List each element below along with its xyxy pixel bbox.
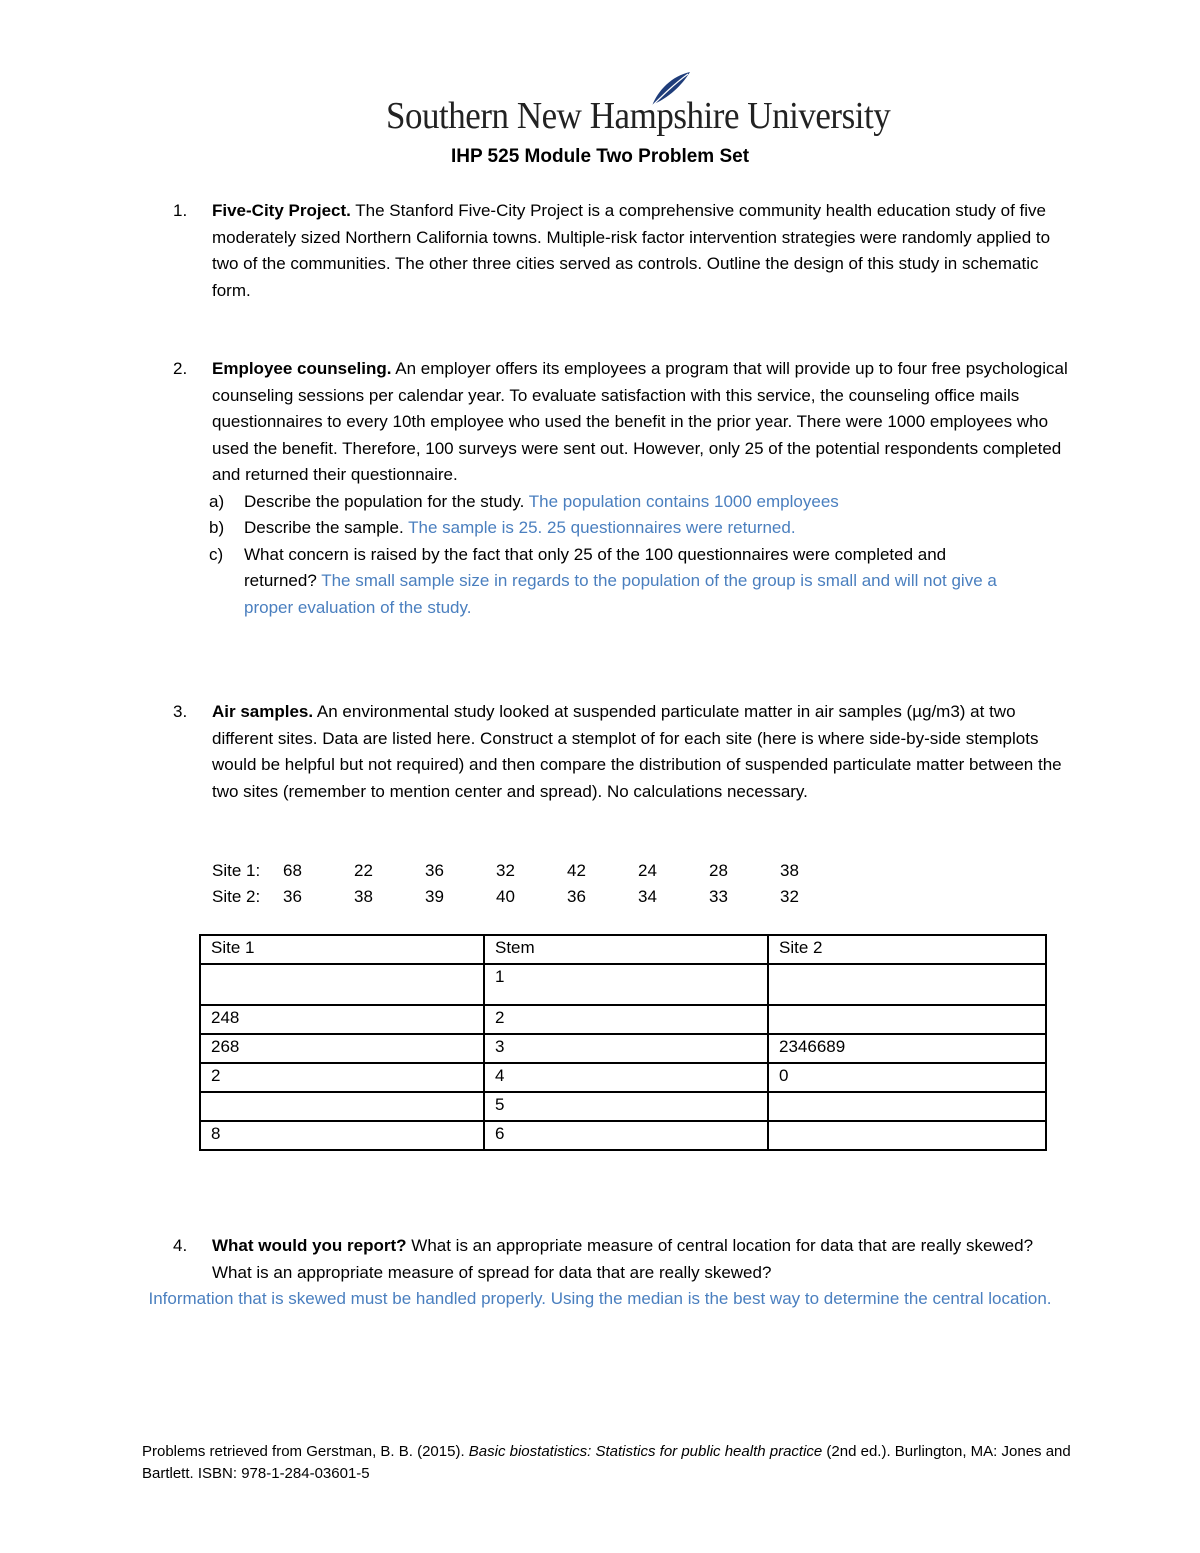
sub-question-c bbox=[173, 542, 1073, 622]
table-row bbox=[200, 1092, 1046, 1121]
question-heading: What would you report? bbox=[212, 1236, 407, 1255]
citation-footer bbox=[142, 1441, 1072, 1485]
table-cell: 268 bbox=[200, 1034, 484, 1063]
table-header: Site 1 bbox=[200, 935, 484, 964]
answer-text: The population contains 1000 employees bbox=[524, 491, 839, 511]
table-cell: 0 bbox=[768, 1063, 1046, 1092]
sub-question-label: a) bbox=[209, 491, 225, 511]
table-cell: 248 bbox=[200, 1005, 484, 1034]
table-cell: 5 bbox=[484, 1092, 768, 1121]
answer-text: The small sample size in regards to the population of the group is small and will not give a proper evaluation of the study. bbox=[244, 571, 997, 617]
question-4 bbox=[173, 1233, 1073, 1286]
data-value: 22 bbox=[354, 861, 373, 880]
table-cell: 4 bbox=[484, 1063, 768, 1092]
sub-question-a bbox=[173, 489, 1073, 516]
data-value: 32 bbox=[780, 887, 799, 906]
sub-question-label: c) bbox=[209, 544, 224, 564]
table-row bbox=[200, 1034, 1046, 1063]
question-number: 2. bbox=[173, 359, 188, 378]
table-header-row bbox=[200, 935, 1046, 964]
answer-text: The sample is 25. 25 questionnaires were returned. bbox=[403, 518, 796, 537]
sub-question-label: b) bbox=[209, 518, 225, 537]
citation-text: (2nd ed.). Burlington, MA: Jones and Bartlett. ISBN: 978-1-284-03601-5 bbox=[142, 1443, 1071, 1482]
question-text: The Stanford Five-City Project is a comprehensive community health education study of five moderately sized Northern California towns. Multiple-risk factor intervention strategies were randomly applied to two of the communities. The other three cities served as controls. Outline the design of this study in schematic form. bbox=[212, 201, 1051, 300]
sub-question-text: Describe the population for the study. bbox=[244, 491, 525, 511]
data-value: 38 bbox=[780, 861, 799, 880]
table-cell bbox=[200, 1092, 484, 1121]
table-cell bbox=[768, 1005, 1046, 1034]
question-heading: Employee counseling. bbox=[212, 359, 392, 378]
table-cell: 8 bbox=[200, 1121, 484, 1150]
data-value: 36 bbox=[425, 861, 444, 880]
page-title: IHP 525 Module Two Problem Set bbox=[450, 146, 750, 167]
table-cell: 6 bbox=[484, 1121, 768, 1150]
data-value: 39 bbox=[425, 887, 444, 906]
question-text: An environmental study looked at suspended particulate matter in air samples (µg/m3) at two different sites. Data are listed here. Construct a stemplot of for each site (here is where side-by-side stemplots would be helpful but not required) and then compare the distribution of suspended particulate matter between the two sites (remember to mention center and spread). No calculations necessary. bbox=[212, 702, 1062, 801]
question-1 bbox=[173, 198, 1073, 304]
data-value: 32 bbox=[496, 861, 515, 880]
site-label: Site 1: bbox=[212, 861, 261, 880]
site-1-data bbox=[212, 858, 851, 885]
data-value: 36 bbox=[283, 887, 302, 906]
data-value: 38 bbox=[354, 887, 373, 906]
data-value: 34 bbox=[638, 887, 657, 906]
table-header: Site 2 bbox=[768, 935, 1046, 964]
citation-text: Problems retrieved from Gerstman, B. B. (2015). bbox=[142, 1443, 469, 1460]
data-value: 40 bbox=[496, 887, 515, 906]
data-value: 68 bbox=[283, 861, 302, 880]
site-label: Site 2: bbox=[212, 887, 261, 906]
table-row bbox=[200, 964, 1046, 1005]
question-text: What is an appropriate measure of central location for data that are really skewed? What is an appropriate measure of spread for data that are really skewed? bbox=[212, 1236, 1034, 1282]
question-heading: Five-City Project. bbox=[212, 201, 351, 220]
table-cell: 2 bbox=[200, 1063, 484, 1092]
table-cell: 3 bbox=[484, 1034, 768, 1063]
question-number: 4. bbox=[173, 1236, 188, 1255]
university-name: Southern New Hampshire University bbox=[386, 95, 891, 137]
data-value: 28 bbox=[709, 861, 728, 880]
table-cell bbox=[768, 1092, 1046, 1121]
table-row bbox=[200, 1063, 1046, 1092]
sub-question-text: Describe the sample. bbox=[244, 518, 404, 537]
question-heading: Air samples. bbox=[212, 702, 314, 721]
data-value: 36 bbox=[567, 887, 586, 906]
question-text: An employer offers its employees a program that will provide up to four free psychological counseling sessions per calendar year. To evaluate satisfaction with this service, the counseling office mails questionnaires to every 10th employee who used the benefit in the prior year. There were 1000 employees who used the benefit. Therefore, 100 surveys were sent out. However, only 25 of the potential respondents completed and returned their questionnaire. bbox=[212, 359, 1068, 484]
question-3 bbox=[173, 699, 1073, 805]
table-cell bbox=[768, 964, 1046, 1005]
table-cell bbox=[768, 1121, 1046, 1150]
table-row bbox=[200, 1005, 1046, 1034]
data-value: 24 bbox=[638, 861, 657, 880]
data-value: 42 bbox=[567, 861, 586, 880]
answer-text: Information that is skewed must be handled properly. Using the median is the best way to determine the central location. bbox=[148, 1289, 1052, 1308]
citation-book-title: Basic biostatistics: Statistics for public health practice bbox=[468, 1443, 823, 1460]
question-number: 1. bbox=[173, 201, 188, 220]
table-header: Stem bbox=[484, 935, 768, 964]
table-cell: 2 bbox=[484, 1005, 768, 1034]
table-cell: 1 bbox=[484, 964, 768, 1005]
question-number: 3. bbox=[173, 702, 188, 721]
site-2-data bbox=[212, 884, 851, 911]
table-cell: 2346689 bbox=[768, 1034, 1046, 1063]
table-row bbox=[200, 1121, 1046, 1150]
sub-question-text: What concern is raised by the fact that only 25 of the 100 questionnaires were completed and returned? bbox=[244, 544, 947, 590]
sub-question-b bbox=[173, 515, 1073, 542]
table-cell bbox=[200, 964, 484, 1005]
data-value: 33 bbox=[709, 887, 728, 906]
stemplot-table bbox=[199, 934, 1047, 1151]
question-2 bbox=[173, 356, 1073, 621]
